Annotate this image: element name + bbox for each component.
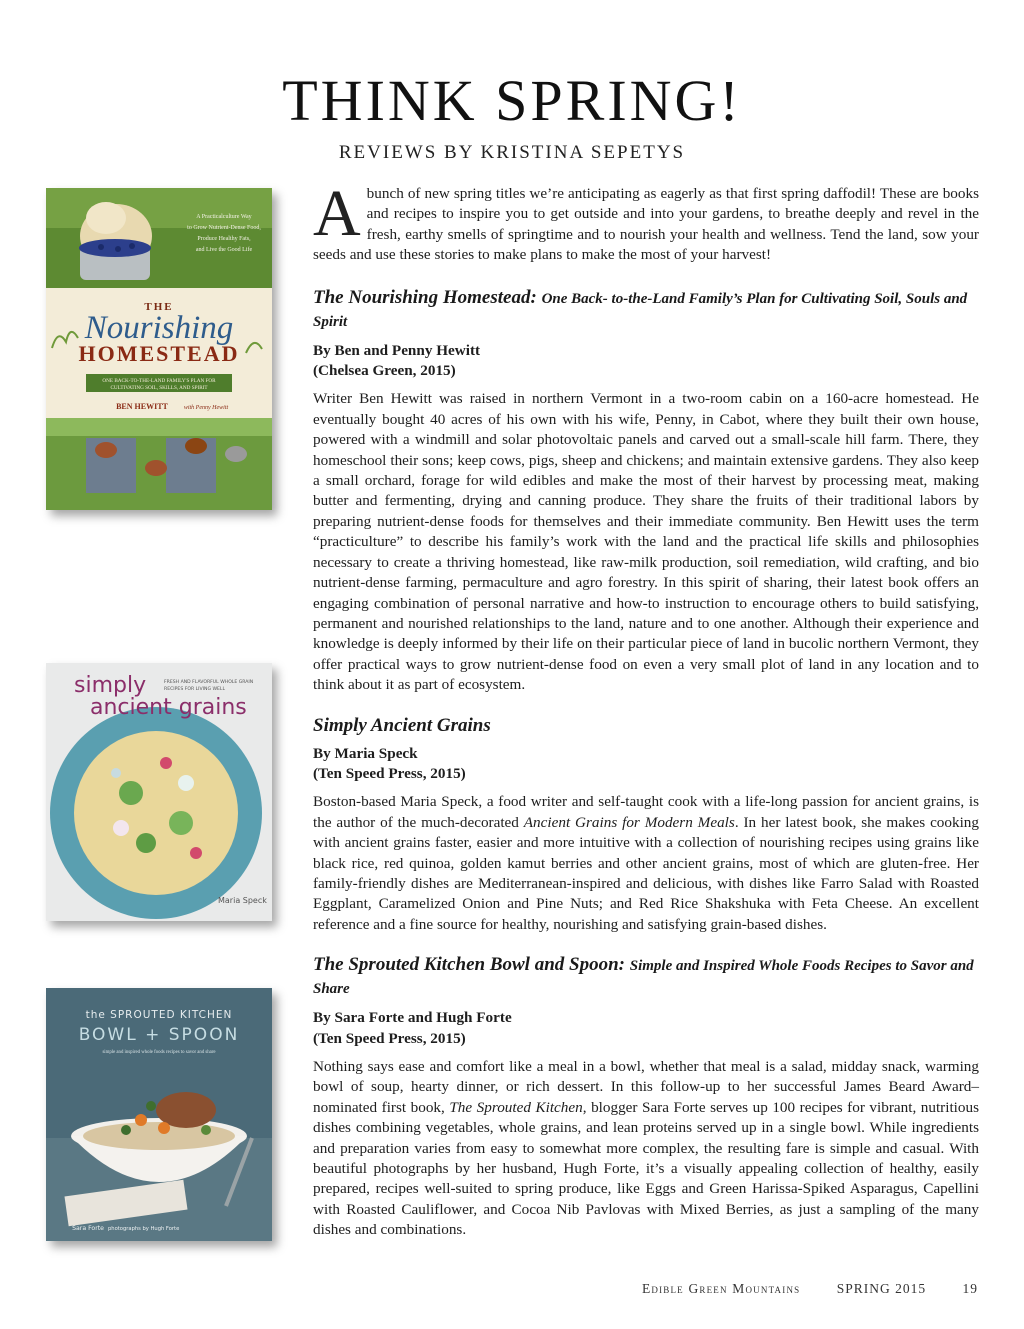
cover-title-the: THE [144,301,174,313]
review-sprouted-kitchen [313,954,979,1240]
review-publisher: (Ten Speed Press, 2015) [313,764,466,782]
intro-text: bunch of new spring titles we’re anticipating as eagerly as that first spring daffodil! These are books and recipes to inspire you to get outside and into your gardens, to breathe deeply and revel in the fresh, earthy smells of springtime and to nourish your health and wellness. Tend the land, sow your seeds and use these stories to make plans to make the most of your harvest! [313,185,979,264]
cover-blurb: to Grow Nutrient-Dense Food, [187,225,261,231]
cover-title-homestead: HOMESTEAD [78,341,240,366]
review-author [313,744,979,785]
drop-cap: A [313,177,361,250]
cover-author: BEN HEWITT [116,402,168,411]
review-subtitle: Simple and Inspired Whole Foods Recipes to Savor and Share [313,958,974,998]
cover-tagline: RECIPES FOR LIVING WELL [164,687,226,692]
cover-tagline: simple and inspired whole foods recipes to savor and share [102,1050,216,1055]
review-publisher: (Chelsea Green, 2015) [313,362,456,380]
review-text: Nothing says ease and comfort like a meal in a bowl, whether that meal is a salad, midday snack, warming bowl of soup, hearty dinner, or rich dessert. In this follow-up to her successful James Beard Award–nominated first book, The Sprouted Kitchen, blogger Sara Forte serves up 100 recipes for vibrant, nutritious dishes combining vegetables, whole grains, and lean proteins served up in a single bowl. While ingredients and preparation varies from easy to somewhat more complex, the resulting fare is simple and casual. With beautiful photographs by her husband, Hugh Forte, it’s a visually appealing collection of healthy, easily prepared, recipes well-suited to spring produce, like Eggs and Green Harissa-Spiked Asparagus, Capellini with Roasted Cauliflower, and Cocoa Nib Pavlovas with Mixed Berries, as just a sampling of the many dishes and combinations. [313,1058,979,1239]
cover-blurb: Produce Healthy Fats, [197,236,251,242]
issue-season: SPRING 2015 [836,1281,927,1296]
reviewer-byline: REVIEWS BY KRISTINA SEPETYS [338,142,686,163]
simply-ancient-grains-cover [46,663,272,921]
nourishing-homestead-cover [46,188,272,510]
book-title-ref: The Sprouted Kitchen [449,1098,583,1116]
cover-tagline: FRESH AND FLAVORFUL WHOLE GRAIN [164,680,254,685]
review-text: Writer Ben Hewitt was raised in northern Vermont in a two-room cabin on a 160-acre homestead. He eventually bought 40 acres of his own with his wife, Penny, in Cabot, where they built their own house, powered with a windmill and solar photovoltaic panels and carved out a small-scale hill farm. There, they homeschool their sons; keep cows, pigs, sheep and chickens; and maintain extensive gardens. They also keep a small orchard, forage for wild edibles and make the most of their harvest by processing meat, making butter and fermenting, drying and canning produce. They share the fruits of their traditional labors by preparing nutrient-dense foods for themselves and their immediate community. Ben Hewitt uses the term “practiculture” to describe his family’s work with the land and the practical life skills and philosophies necessary to create a thriving homestead, like raw-milk production, soil remediation, wild crafting, and bio nutrient-dense farming, permaculture and agro forestry. In this spirit of sharing, their latest book offers an engaging combination of personal narrative and how-to instruction to encourage others to build satisfying, permanent and nourished relationships to the land, nature and to one another. Although their experience and knowledge is deeply informed by their life on their particular piece of land in bucolic northern Vermont, they offer practical ways to grow nutrient-dense food on even a very small plot of land in any location and to think about it as part of ecosystem. [313,390,979,694]
page-header [0,70,1024,164]
review-title: The Nourishing Homestead: One Back- to-the-Land Family’s Plan for Cultivating Soil, Souls and Spirit [313,286,968,330]
cover-tagline: CULTIVATING SOIL, SKILLS, AND SPIRIT [110,385,208,391]
publication-name: Edible Green Mountains [641,1281,801,1296]
sprouted-kitchen-cover [46,988,272,1241]
review-author-name: By Sara Forte and Hugh Forte [313,1009,512,1027]
page-number: 19 [962,1281,978,1296]
review-nourishing-homestead [313,287,979,696]
review-publisher: (Ten Speed Press, 2015) [313,1029,466,1047]
review-title: Simply Ancient Grains [313,714,491,736]
review-author-name: By Maria Speck [313,744,418,762]
cover-tagline: ONE BACK-TO-THE-LAND FAMILY'S PLAN FOR [102,378,216,384]
cover-blurb: A Practicalculture Way [196,214,252,220]
article-body [313,177,979,1241]
book-title-ref: Ancient Grains for Modern Meals [523,813,735,831]
cover-author: Sara Forte [72,1225,104,1232]
review-author [313,1008,979,1049]
page-footer [610,1281,978,1297]
review-author [313,341,979,382]
cover-title-bowl-spoon: BOWL + SPOON [78,1025,240,1045]
cover-author: Maria Speck [218,896,267,905]
cover-title-simply: simply [74,673,147,698]
review-subtitle: One Back- to-the-Land Family’s Plan for Cultivating Soil, Souls and Spirit [313,290,968,330]
cover-coauthor: with Penny Hewitt [183,405,229,411]
cover-blurb: and Live the Good Life [195,247,253,253]
intro-paragraph [313,177,979,266]
cover-photographer: photographs by Hugh Forte [108,1226,180,1232]
review-text: Boston-based Maria Speck, a food writer and self-taught cook with a life-long passion for ancient grains, is the author of the much-decorated Ancient Grains for Modern Meals. In her latest book, she makes cooking with ancient grains faster, easier and more intuitive with a collection of nourishing recipes using grains like black rice, red quinoa, golden kamut berries and other ancient grains, most of which are gluten-free. Her family-friendly dishes are Mediterranean-inspired and delicious, with dishes like Farro Salad with Roasted Eggplant, Caramelized Onion and Pine Nuts; and Red Rice Shakshuka with Feta Cheese. An excellent reference and a fine source for healthy, nourishing and satisfying grain-based dishes. [313,793,979,933]
review-author-name: By Ben and Penny Hewitt [313,341,481,359]
page-title: THINK SPRING! [282,68,742,133]
review-title: The Sprouted Kitchen Bowl and Spoon: Simple and Inspired Whole Foods Recipes to Savor and Share [313,954,974,998]
review-simply-ancient-grains [313,715,979,936]
cover-title-nourishing: Nourishing [84,310,234,346]
cover-title-ancient-grains: ancient grains [90,695,247,720]
cover-title-sprouted-kitchen: the SPROUTED KITCHEN [85,1009,233,1021]
